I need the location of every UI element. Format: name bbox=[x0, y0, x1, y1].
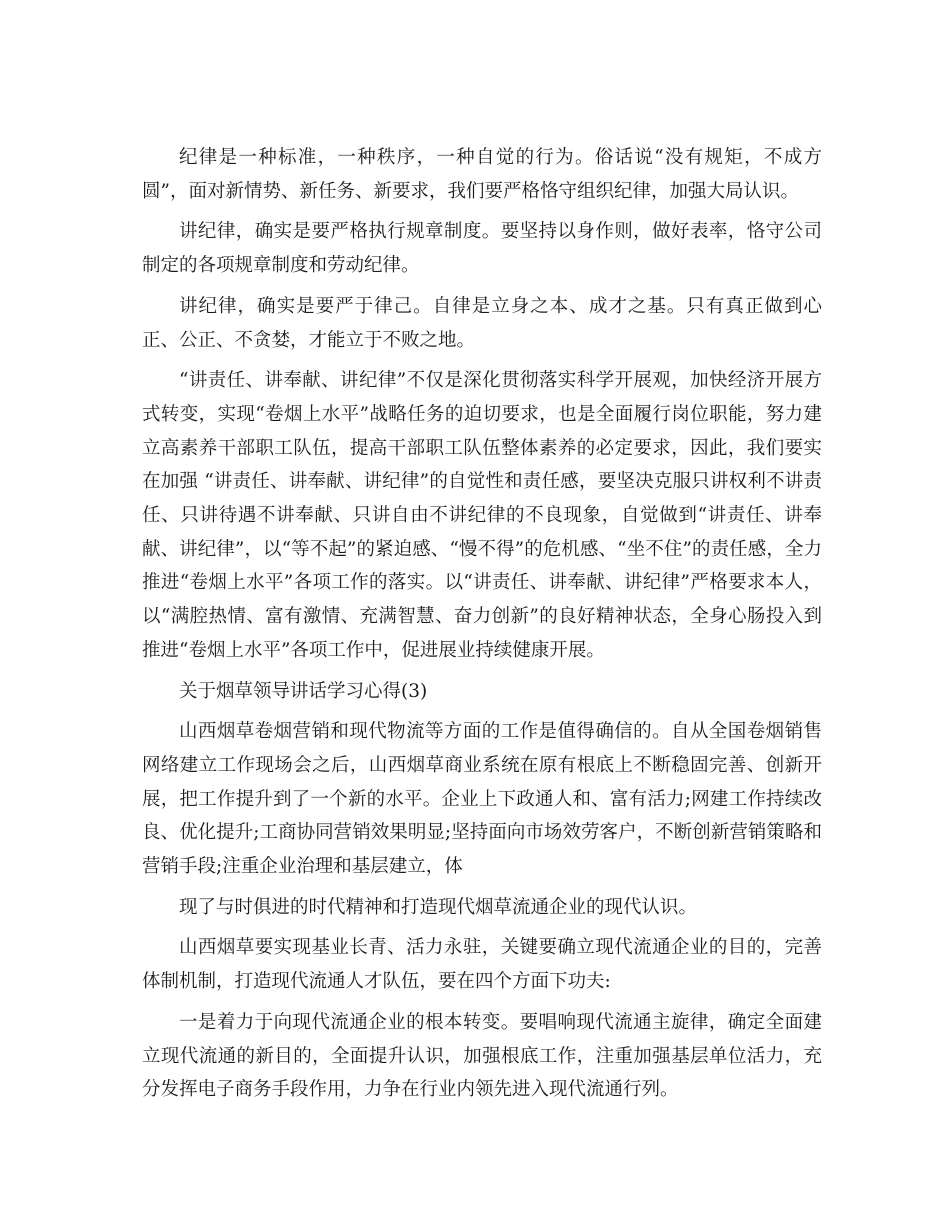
paragraph-four-aspects: 山西烟草要实现基业长青、活力永驻，关键要确立现代流通企业的目的，完善体制机制，打造现代流通人才队伍，要在四个方面下功夫: bbox=[142, 937, 822, 993]
paragraph-rules-enforcement: 讲纪律，确实是要严格执行规章制度。要坚持以身作则，做好表率，恪守公司制定的各项规章制度和劳动纪律。 bbox=[142, 221, 822, 277]
document-body bbox=[142, 141, 822, 1114]
paragraph-shanxi-tobacco-overview: 山西烟草卷烟营销和现代物流等方面的工作是值得确信的。自从全国卷烟销售网络建立工作现场会之后，山西烟草商业系统在原有根底上不断稳固完善、创新开展，把工作提升到了一个新的水平。企业上下政通人和、富有活力;网建工作持续改良、优化提升;工商协同营销效果明显;坚持面向市场效劳客户，不断创新营销策略和营销手段;注重企业治理和基层建立，体 bbox=[142, 721, 822, 878]
section-heading: 关于烟草领导讲话学习心得(3) bbox=[179, 680, 428, 702]
paragraph-discipline-definition: 纪律是一种标准，一种秩序，一种自觉的行为。俗话说“没有规矩，不成方圆”，面对新情势、新任务、新要求，我们要严格恪守组织纪律，加强大局认识。 bbox=[142, 147, 822, 202]
paragraph-responsibility-dedication: “讲责任、讲奉献、讲纪律”不仅是深化贯彻落实科学开展观，加快经济开展方式转变，实现“卷烟上水平”战略任务的迫切要求，也是全面履行岗位职能，努力建立高素养干部职工队伍，提高干部职工队伍整体素养的必定要求，因此，我们要实在加强 “讲责任、讲奉献、讲纪律”的自觉性和责任感，要坚决克服只讲权利不讲责任、只讲待遇不讲奉献、只讲自由不讲纪律的不良现象，自觉做到“讲责任、讲奉献、讲纪律”，以“等不起”的紧迫感、“慢不得”的危机感、“坐不住”的责任感，全力推进“卷烟上水平”各项工作的落实。以“讲责任、讲奉献、讲纪律”严格要求本人，以“满腔热情、富有激情、充满智慧、奋力创新”的良好精神状态，全身心肠投入到推进“卷烟上水平”各项工作中，促进展业持续健康开展。 bbox=[142, 370, 822, 661]
paragraph-self-discipline: 讲纪律，确实是要严于律己。自律是立身之本、成才之基。只有真正做到心正、公正、不贪婪，才能立于不败之地。 bbox=[142, 295, 822, 351]
paragraph-modern-awareness: 现了与时俱进的时代精神和打造现代烟草流通企业的现代认识。 bbox=[179, 896, 698, 918]
paragraph-point-one: 一是着力于向现代流通企业的根本转变。要唱响现代流通主旋律，确定全面建立现代流通的新目的，全面提升认识，加强根底工作，注重加强基层单位活力，充分发挥电子商务手段作用，力争在行业内领先进入现代流通行列。 bbox=[142, 1011, 822, 1101]
